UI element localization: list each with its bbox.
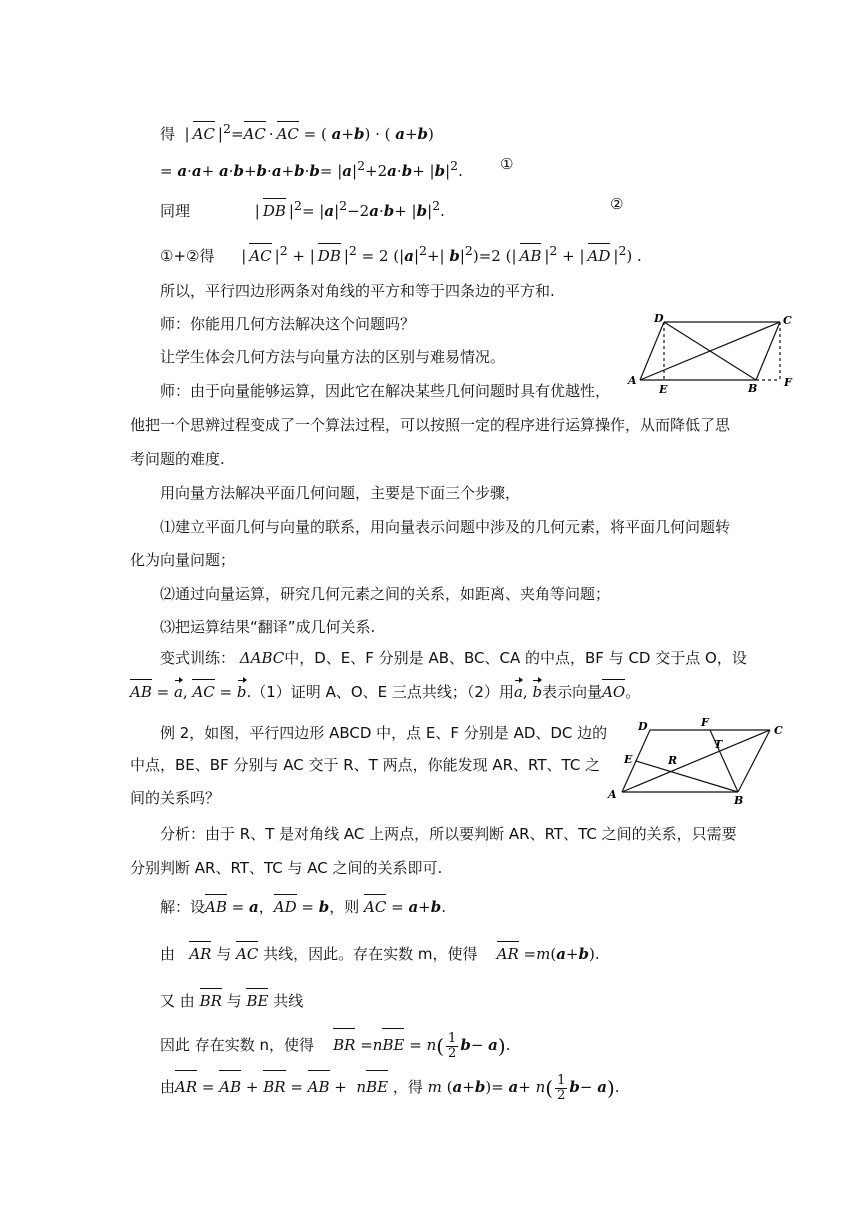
text-example-2-end: 间的关系吗？ [130,789,221,807]
text-step-2: ⑵通过向量运算，研究几何元素之间的关系，如距离、夹角等问题； [160,585,611,603]
solution-line-3: 又 由 BR 与 BE 共线 [160,988,303,1010]
text-sum-label: ①+②得 [160,247,215,265]
vector-ac: AC [193,121,215,145]
equation-line-4: ①+②得 | AC $|^2$ + | DB $|^2 = 2$ ($|a|^2+|$ $b|^2)=2$ (| AB $|^2$ + | AD $|^2$) . [160,243,642,265]
label-e2: E [624,753,633,766]
text-paragraph-cont: 他把一个思辨过程变成了一个算法过程，可以按照一定的程序进行运算操作，从而降低了思 [130,416,731,434]
label-d2: D [638,720,648,733]
vector-db: DB [263,198,286,222]
label-a2: A [608,788,617,801]
solution-line-2: 由 AR 与 AC 共线，因此。存在实数 m，使得 AR =m(a+b). [160,941,600,963]
solution-line-4: 因此 存在实数 n，使得 BR =nBE = n( $\frac{1}{2}$ b− a). [160,1028,511,1058]
label-f: F [784,376,792,389]
label-c: C [783,314,792,327]
equation-line-1: 得 | AC $|^2=AC$ · AC = ( a+b) · ( a+b) [160,121,434,143]
text-example-2: 例 2，如图，平行四边形 ABCD 中，点 E、F 分别是 AD、DC 边的 [160,724,608,742]
label-d: D [654,312,664,325]
text-de: 得 [160,125,176,143]
label-b: B [748,382,758,395]
solution-line-5: 由AR = AB + BR = AB + nBE ，得 m (a+b)= a+ n( $\frac{1}{2}$ b− a). [160,1070,620,1100]
text-step-1: ⑴建立平面几何与向量的联系，用向量表示问题中涉及的几何元素，将平面几何问题转 [160,518,731,536]
text-step-3: ⑶把运算结果“翻译”成几何关系. [160,618,376,636]
text-teacher-question: 师：你能用几何方法解决这个问题吗？ [160,315,416,333]
text-teacher-note: 师：由于向量能够运算，因此它在解决某些几何问题时具有优越性， [160,382,611,400]
text-conclusion: 所以，平行四边形两条对角线的平方和等于四条边的平方和. [160,282,555,300]
text-analysis: 分析：由于 R、T 是对角线 AC 上两点，所以要判断 AR、RT、TC 之间的关系，只需要 [160,825,737,843]
parallelogram-figure-2 [600,710,790,810]
text-steps-intro: 用向量方法解决平面几何问题，主要是下面三个步骤， [160,484,521,502]
text-tongli: 同理 [160,202,191,220]
label-b2: B [734,794,744,807]
exercise-line-2: AB = a, AC = b.（1）证明 A、O、E 三点共线；（2）用a, b表示向量AO。 [130,679,640,701]
parallelogram-figure-1 [620,308,800,398]
equation-line-3: 同理 | DB $|^2= |a|^2-2a\cdot b+ |b|^2$. [160,198,445,220]
equation-mark-1: ① [500,155,514,173]
text-student-task: 让学生体会几何方法与向量方法的区别与难易情况。 [160,348,506,366]
text-example-2-cont: 中点，BE、BF 分别与 AC 交于 R、T 两点，你能发现 AR、RT、TC 之 [130,756,601,774]
label-c2: C [774,724,783,737]
label-e: E [659,383,668,396]
equation-line-2: = $a\cdot a+ a\cdot b+b\cdot a+b\cdot b= |a|^2+2a\cdot b+ |b|^2$. [160,158,463,180]
label-f2: F [701,716,709,729]
text-step-1-cont: 化为向量问题； [130,551,236,569]
exercise-line: 变式训练： ΔABC中，D、E、F 分别是 AB、BC、CA 的中点，BF 与 CD 交于点 O，设 [160,649,747,667]
label-t2: T [714,738,723,751]
solution-line: 解：设AB = a，AD = b，则 AC = a+b. [160,894,446,916]
text-paragraph-end: 考问题的难度. [130,450,225,468]
text-analysis-cont: 分别判断 AR、RT、TC 与 AC 之间的关系即可. [130,859,443,877]
label-r2: R [668,754,678,767]
equation-mark-2: ② [610,195,624,213]
label-a: A [628,374,637,387]
